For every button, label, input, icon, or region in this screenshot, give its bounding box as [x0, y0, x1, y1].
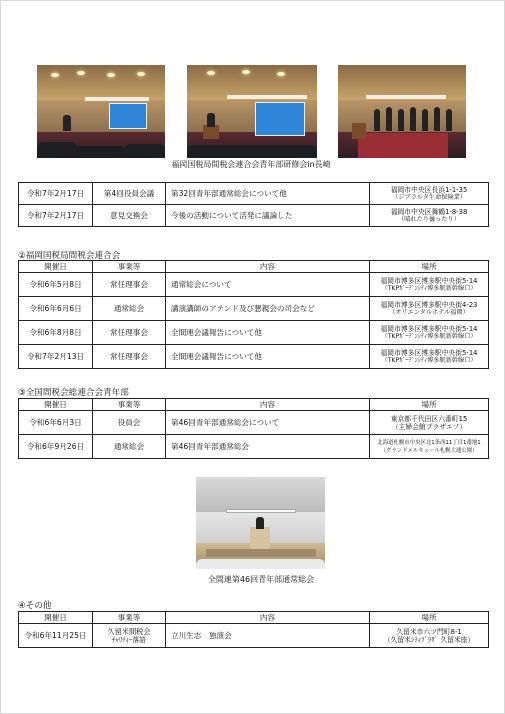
type-cell: 第4回役員会議 — [93, 183, 166, 205]
table-row — [19, 321, 489, 345]
date-cell: 令和6年5月8日 — [19, 273, 93, 297]
place-cell: 福岡市中央区長浜1-1-35 （ジブラルタ生命保険業） — [370, 183, 489, 205]
type-cell: 常任理事会 — [93, 321, 166, 345]
content-cell: 全間連会議報告について他 — [166, 321, 370, 345]
table-section4 — [18, 611, 489, 648]
date-cell: 令和6年6月6日 — [19, 297, 93, 321]
type-cell: 常任理事会 — [93, 345, 166, 369]
table-row — [19, 297, 489, 321]
photo-caption-2: 全間連第46回青年部通常総会 — [207, 575, 315, 584]
header-content: 内容 — [166, 261, 370, 273]
content-cell: 第46回青年部通常総会 — [166, 435, 370, 459]
content-cell: 第46回青年部通常総会について — [166, 411, 370, 435]
type-cell: 久留米間税会 ﾁｬﾘﾃｨｰ落語 — [93, 624, 166, 648]
date-cell: 令和7年2月17日 — [19, 183, 93, 205]
place-cell: 福岡市中央区舞鶴1-8-38 （晴れたり曇ったり） — [370, 205, 489, 227]
table-row — [19, 411, 489, 435]
content-cell: 講演講師のアテンド及び懇親会の司会など — [166, 297, 370, 321]
type-cell: 通常総会 — [93, 297, 166, 321]
event-photo-4 — [196, 477, 325, 569]
table-row — [19, 345, 489, 369]
date-cell: 令和6年11月25日 — [19, 624, 93, 648]
content-cell: 今後の活動について活発に議論した — [166, 205, 370, 227]
date-cell: 令和7年2月17日 — [19, 205, 93, 227]
header-content: 内容 — [166, 612, 370, 624]
header-date: 開催日 — [19, 261, 93, 273]
table-row — [19, 183, 489, 205]
date-cell: 令和6年9月26日 — [19, 435, 93, 459]
section2-heading: ②福岡国税局間税会連合会 — [18, 251, 121, 261]
table-row — [19, 273, 489, 297]
date-cell: 令和7年2月13日 — [19, 345, 93, 369]
table-top — [18, 182, 489, 227]
type-cell: 役員会 — [93, 411, 166, 435]
header-place: 場所 — [370, 612, 489, 624]
place-cell: 福岡市博多区博多駅中央街5-14 （TKPｶﾞｰﾃﾞﾝｼﾃｨ博多駅新幹線口） — [370, 273, 489, 297]
event-photo-1 — [37, 65, 165, 158]
event-photo-2 — [187, 65, 317, 158]
place-cell: 福岡市博多区博多駅中央街4-23 （オリエンタルホテル福岡） — [370, 297, 489, 321]
type-cell: 意見交換会 — [93, 205, 166, 227]
table-row — [19, 435, 489, 459]
table-header-row — [19, 261, 489, 273]
place-cell: 東京都千代田区六番町15 （主婦会館プラザエフ） — [370, 411, 489, 435]
content-cell: 第32回青年部通常総会について他 — [166, 183, 370, 205]
table-section3 — [18, 398, 489, 459]
header-type: 事業等 — [93, 612, 166, 624]
table-section2 — [18, 260, 489, 369]
header-place: 場所 — [370, 261, 489, 273]
place-cell: 久留米市六ツ門町8-1 （久留米ｼﾃｨﾌﾟﾗｻﾞ 久留米座） — [370, 624, 489, 648]
place-cell: 福岡市博多区博多駅中央街5-14 （TKPｶﾞｰﾃﾞﾝｼﾃｨ博多駅新幹線口） — [370, 345, 489, 369]
content-cell: 立川生志 独演会 — [166, 624, 370, 648]
table-row — [19, 205, 489, 227]
header-content: 内容 — [166, 399, 370, 411]
header-place: 場所 — [370, 399, 489, 411]
section4-heading: ④その他 — [18, 601, 52, 611]
type-cell: 常任理事会 — [93, 273, 166, 297]
type-cell: 通常総会 — [93, 435, 166, 459]
table-row — [19, 624, 489, 648]
table-header-row — [19, 399, 489, 411]
photo-caption-1: 福岡国税局間税会連合会青年部研修会in長崎 — [171, 160, 331, 169]
event-photo-3 — [338, 65, 466, 158]
place-cell: 北海道札幌市中央区北1条西11丁目1番地1 （グランドメルキュール札幌大通公園） — [370, 435, 489, 459]
header-date: 開催日 — [19, 612, 93, 624]
header-type: 事業等 — [93, 261, 166, 273]
header-type: 事業等 — [93, 399, 166, 411]
header-date: 開催日 — [19, 399, 93, 411]
place-cell: 福岡市博多区博多駅中央街5-14 （TKPｶﾞｰﾃﾞﾝｼﾃｨ博多駅新幹線口） — [370, 321, 489, 345]
date-cell: 令和6年6月3日 — [19, 411, 93, 435]
content-cell: 通常総会について — [166, 273, 370, 297]
date-cell: 令和6年8月8日 — [19, 321, 93, 345]
table-header-row — [19, 612, 489, 624]
section3-heading: ③全国間税会総連合会青年部 — [18, 388, 129, 398]
content-cell: 全間連会議報告について他 — [166, 345, 370, 369]
